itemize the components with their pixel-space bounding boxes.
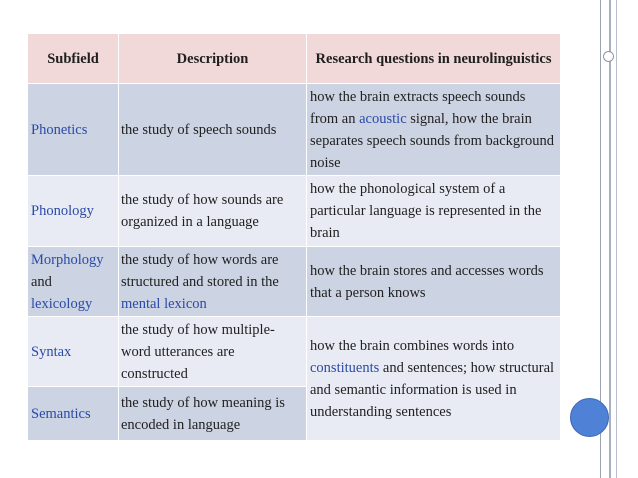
research-cell: how the phonological system of a particular language is represented in the brain: [307, 176, 561, 247]
subfield-cell: Phonology: [28, 176, 119, 247]
description-cell: the study of how words are structured and stored in the mental lexicon: [119, 247, 307, 317]
description-cell: the study of how multiple-word utterances are constructed: [119, 317, 307, 387]
table-header-row: [28, 34, 561, 84]
decor-line: [616, 0, 617, 478]
decor-circle-small: [603, 51, 614, 62]
description-cell: the study of how meaning is encoded in language: [119, 387, 307, 441]
table-row: [28, 84, 561, 176]
decor-circle-large: [570, 398, 609, 437]
table-row: [28, 247, 561, 317]
description-cell: the study of how sounds are organized in a language: [119, 176, 307, 247]
decor-line: [609, 0, 611, 478]
subfield-cell: Syntax: [28, 317, 119, 387]
link-constituents[interactable]: constituents: [310, 359, 380, 376]
header-subfield: Subfield: [28, 34, 119, 84]
research-cell: how the brain extracts speech sounds from an acoustic signal, how the brain separates speech sounds from background noise: [307, 84, 561, 176]
neurolinguistics-table: [27, 33, 561, 441]
description-cell: the study of speech sounds: [119, 84, 307, 176]
subfield-cell: Semantics: [28, 387, 119, 441]
header-research: Research questions in neurolinguistics: [307, 34, 561, 84]
research-cell: how the brain stores and accesses words that a person knows: [307, 247, 561, 317]
research-cell: how the brain combines words into constituents and sentences; how structural and semantic information is used in understanding sentences: [307, 317, 561, 441]
table-row: [28, 317, 561, 387]
link-acoustic[interactable]: acoustic: [359, 110, 407, 127]
link-mental-lexicon[interactable]: mental lexicon: [121, 295, 207, 312]
subfield-cell: Morphology and lexicology: [28, 247, 119, 317]
header-description: Description: [119, 34, 307, 84]
table-row: [28, 176, 561, 247]
subfield-cell: Phonetics: [28, 84, 119, 176]
